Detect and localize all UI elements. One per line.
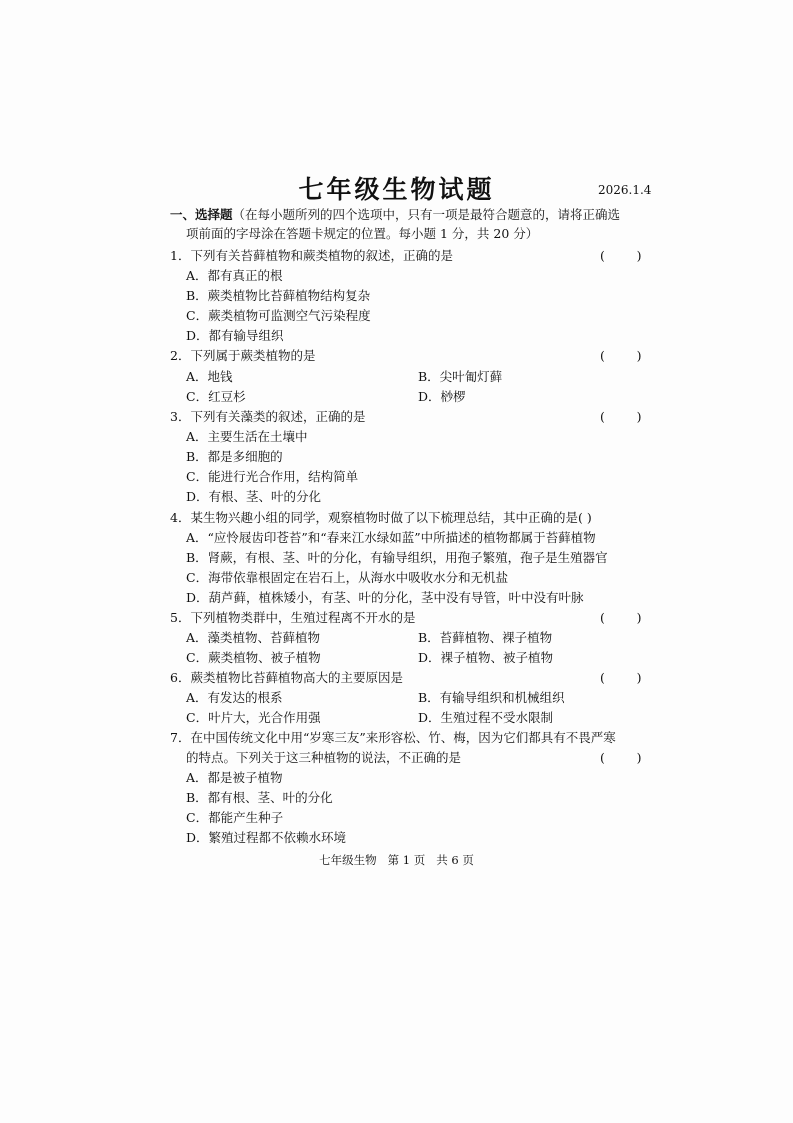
option: B．都有根、茎、叶的分化: [186, 790, 333, 805]
option: D．生殖过程不受水限制: [418, 710, 554, 725]
option: A．主要生活在土壤中: [186, 429, 308, 444]
answer-paren: ( ): [600, 409, 642, 424]
answer-paren: ( ): [600, 348, 642, 363]
option: A．地钱: [186, 369, 233, 384]
option: C．能进行光合作用，结构简单: [186, 469, 359, 484]
option: D．裸子植物、被子植物: [418, 650, 554, 665]
option: C．蕨类植物可监测空气污染程度: [186, 308, 371, 323]
option: D．繁殖过程都不依赖水环境: [186, 830, 347, 845]
option: C．海带依靠根固定在岩石上，从海水中吸收水分和无机盐: [186, 570, 509, 585]
option: D．有根、茎、叶的分化: [186, 489, 322, 504]
option: B．都是多细胞的: [186, 449, 283, 464]
option: A．藻类植物、苔藓植物: [186, 630, 321, 645]
option: C．叶片大，光合作用强: [186, 710, 321, 725]
option: A．都是被子植物: [186, 770, 283, 785]
question-stem: [170, 510, 592, 526]
option: B．苔藓植物、裸子植物: [418, 630, 553, 645]
option: A．都有真正的根: [186, 268, 283, 283]
answer-paren: ( ): [600, 610, 642, 625]
option: D．都有输导组织: [186, 328, 284, 343]
answer-paren: ( ): [577, 510, 592, 525]
section-heading: 一、选择题: [170, 207, 233, 222]
option: D．桫椤: [418, 389, 466, 404]
question-stem-text: 4．某生物兴趣小组的同学，观察植物时做了以下梳理总结，其中正确的是: [170, 510, 578, 525]
question-stem: 2．下列属于蕨类植物的是: [170, 348, 316, 363]
page-title: 七年级生物试题: [298, 175, 495, 204]
answer-paren: ( ): [600, 248, 642, 263]
question-stem-line-2: 的特点。下列关于这三种植物的说法，不正确的是: [186, 750, 462, 765]
section-instructions: [170, 207, 620, 223]
question-stem: 5．下列植物类群中，生殖过程离不开水的是: [170, 610, 416, 625]
question-stem: 3．下列有关藻类的叙述，正确的是: [170, 409, 366, 424]
answer-paren: ( ): [600, 670, 642, 685]
instructions-line-2: 项前面的字母涂在答题卡规定的位置。每小题 1 分，共 20 分）: [186, 226, 539, 241]
option: B．有输导组织和机械组织: [418, 690, 565, 705]
option: C．都能产生种子: [186, 810, 284, 825]
option: B．肾蕨，有根、茎、叶的分化，有输导组织，用孢子繁殖，孢子是生殖器官: [186, 550, 608, 565]
answer-paren: ( ): [600, 750, 642, 765]
question-stem-line-1: 7．在中国传统文化中用“岁寒三友”来形容松、竹、梅，因为它们都具有不畏严寒: [170, 730, 616, 745]
option: B．尖叶匍灯藓: [418, 369, 503, 384]
option: A．“应怜屐齿印苍苔”和“春来江水绿如蓝”中所描述的植物都属于苔藓植物: [186, 530, 596, 545]
option: B．蕨类植物比苔藓植物结构复杂: [186, 288, 371, 303]
option: D．葫芦藓，植株矮小，有茎、叶的分化，茎中没有导管，叶中没有叶脉: [186, 590, 584, 605]
option: C．红豆杉: [186, 389, 246, 404]
option: C．蕨类植物、被子植物: [186, 650, 321, 665]
exam-date: 2026.1.4: [598, 183, 652, 197]
question-stem: 1．下列有关苔藓植物和蕨类植物的叙述，正确的是: [170, 248, 453, 263]
option: A．有发达的根系: [186, 690, 283, 705]
instructions-line-1: （在每小题所列的四个选项中，只有一项是最符合题意的，请将正确选: [232, 207, 621, 222]
question-stem: 6．蕨类植物比苔藓植物高大的主要原因是: [170, 670, 403, 685]
page-footer: 七年级生物 第 1 页 共 6 页: [319, 853, 474, 867]
